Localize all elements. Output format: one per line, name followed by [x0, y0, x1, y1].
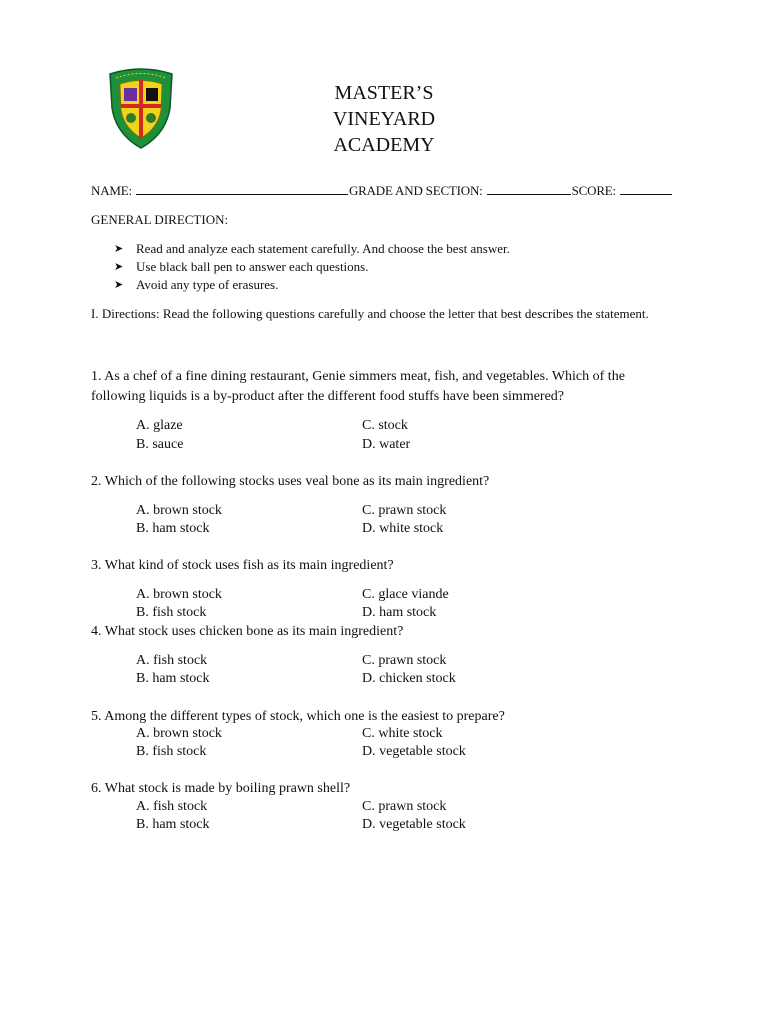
- score-blank[interactable]: [620, 184, 672, 195]
- question-2-text: 2. Which of the following stocks uses veal bone as its main ingredient?: [91, 474, 490, 489]
- arrow-bullet-icon: ➤: [114, 261, 124, 273]
- choice-d[interactable]: D. vegetable stock: [362, 744, 466, 759]
- question-5-text: 5. Among the different types of stock, which one is the easiest to prepare?: [91, 709, 505, 724]
- choice-d[interactable]: D. chicken stock: [362, 671, 456, 686]
- school-name-line: MASTER’S: [334, 82, 434, 104]
- list-item: [114, 258, 510, 276]
- direction-text: Avoid any type of erasures.: [136, 277, 279, 292]
- choice-c[interactable]: C. prawn stock: [362, 503, 447, 518]
- choice-b[interactable]: B. sauce: [136, 437, 184, 452]
- school-name-line: ACADEMY: [333, 134, 435, 156]
- choice-b[interactable]: B. ham stock: [136, 817, 210, 832]
- name-label: NAME:: [91, 183, 132, 198]
- name-blank[interactable]: [136, 184, 348, 195]
- choice-d[interactable]: D. white stock: [362, 521, 444, 536]
- question-4-text: 4. What stock uses chicken bone as its main ingredient?: [91, 624, 404, 639]
- choice-a[interactable]: A. fish stock: [136, 653, 208, 668]
- choice-c[interactable]: C. stock: [362, 418, 408, 433]
- choice-a[interactable]: A. glaze: [136, 418, 183, 433]
- score-label: SCORE:: [571, 183, 616, 198]
- section-directions: I. Directions: Read the following questions carefully and choose the letter that best describes the statement.: [91, 306, 649, 321]
- choice-c[interactable]: C. glace viande: [362, 587, 449, 602]
- choice-d[interactable]: D. water: [362, 437, 411, 452]
- choice-c[interactable]: C. prawn stock: [362, 653, 447, 668]
- choice-c[interactable]: C. white stock: [362, 726, 443, 741]
- grade-section-blank[interactable]: [487, 184, 571, 195]
- choice-b[interactable]: B. fish stock: [136, 744, 207, 759]
- choice-a[interactable]: A. fish stock: [136, 799, 208, 814]
- list-item: [114, 276, 510, 294]
- choice-a[interactable]: A. brown stock: [136, 587, 222, 602]
- direction-text: Use black ball pen to answer each questions.: [136, 259, 369, 274]
- general-direction-list: [114, 240, 510, 294]
- choice-b[interactable]: B. ham stock: [136, 671, 210, 686]
- choice-d[interactable]: D. ham stock: [362, 605, 437, 620]
- question-1-text: 1. As a chef of a fine dining restaurant, Genie simmers meat, fish, and vegetables. Which of the following liquids is a by-product after the different food stuffs have been simmered?: [91, 369, 625, 404]
- general-direction-title: GENERAL DIRECTION:: [91, 212, 229, 227]
- student-info-line: [91, 183, 673, 199]
- arrow-bullet-icon: ➤: [114, 243, 124, 255]
- choice-a[interactable]: A. brown stock: [136, 503, 222, 518]
- choice-a[interactable]: A. brown stock: [136, 726, 222, 741]
- direction-text: Read and analyze each statement carefully. And choose the best answer.: [136, 241, 510, 256]
- choice-b[interactable]: B. ham stock: [136, 521, 210, 536]
- list-item: [114, 240, 510, 258]
- school-crest-logo: [106, 66, 176, 150]
- school-name: [300, 80, 468, 158]
- choice-b[interactable]: B. fish stock: [136, 605, 207, 620]
- grade-section-label: GRADE AND SECTION:: [348, 183, 483, 198]
- school-name-line: VINEYARD: [332, 108, 436, 130]
- question-6-text: 6. What stock is made by boiling prawn shell?: [91, 781, 351, 796]
- choice-c[interactable]: C. prawn stock: [362, 799, 447, 814]
- arrow-bullet-icon: ➤: [114, 279, 124, 291]
- question-3-text: 3. What kind of stock uses fish as its main ingredient?: [91, 558, 394, 573]
- choice-d[interactable]: D. vegetable stock: [362, 817, 466, 832]
